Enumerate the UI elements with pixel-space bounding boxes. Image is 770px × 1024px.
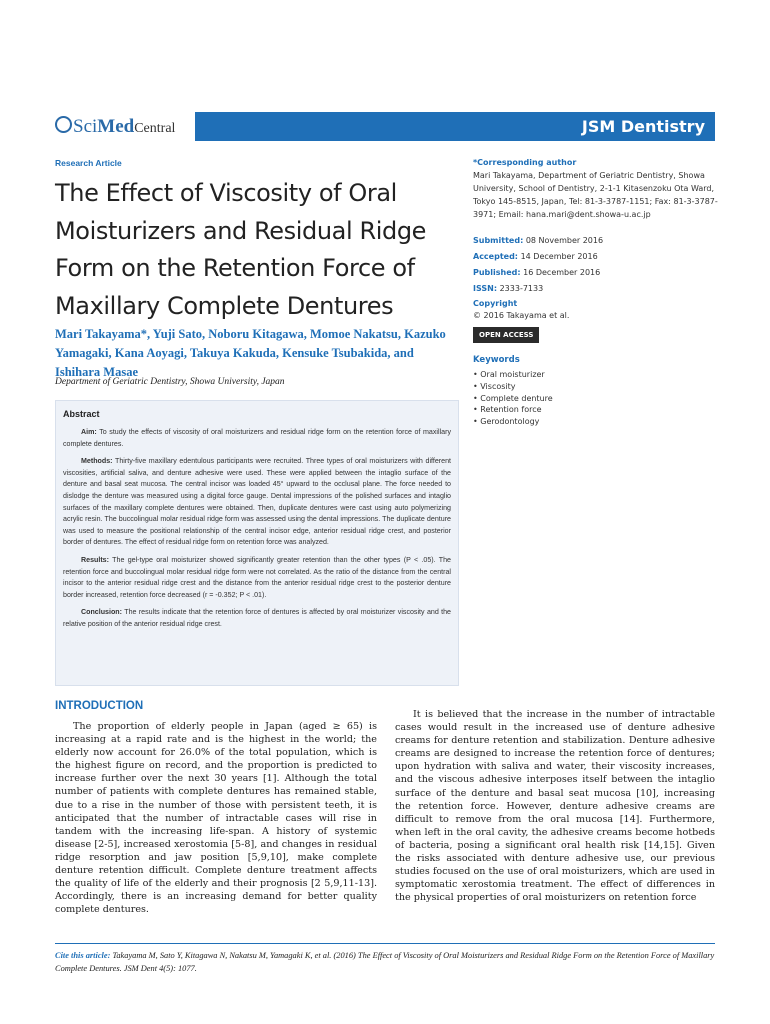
journal-banner [195, 112, 715, 141]
abstract-title: Abstract [63, 409, 100, 419]
published-date: Published: 16 December 2016 [473, 268, 601, 277]
introduction-column-2: It is believed that the increase in the number of intractable cases would result in the increased use of denture adhesive creams for denture retention and stabilization. Denture adhesive creams are designed to increase the retention force of dentures; upon hydration with saliva and water, their viscosity increases, and the viscous adhesive interposes itself between the intaglio surface of the denture and basal seat mucosa [10], increasing the retention force. However, denture adhesive creams are difficult to remove from the oral mucosa [14]. Furthermore, when left in the oral cavity, the adhesive creams become hotbeds of bacteria, posing a significant oral health risk [14,15]. Given the risks associated with denture adhesive use, our previous studies focused on the use of oral moisturizers, which are used in symptomatic xerostomia treatment. The effect of differences in the physical properties of oral moisturizers on retention force [395, 709, 715, 904]
keyword-item: • Retention force [473, 405, 542, 415]
issn: ISSN: 2333-7133 [473, 284, 544, 293]
article-dates [473, 233, 723, 297]
corresponding-author-label: *Corresponding author [473, 158, 577, 167]
abstract-aim: Aim: To study the effects of viscosity of oral moisturizers and residual ridge form on the retention force of maxillary complete dentures. [63, 428, 451, 448]
abstract-conclusion: Conclusion: The results indicate that the retention force of dentures is affected by oral moisturizer viscosity and the relative position of the anterior residual ridge crest. [63, 608, 452, 628]
journal-name: JSM Dentistry [581, 117, 705, 136]
logo-central: Central [134, 121, 176, 136]
keywords-label: Keywords [473, 355, 520, 365]
article-title: The Effect of Viscosity of Oral Moisturizers and Residual Ridge Form on the Retention Force of Maxillary Complete Dentures [55, 179, 427, 320]
copyright-label: Copyright [473, 299, 518, 308]
citation-label: Cite this article: [55, 951, 111, 960]
keyword-item: • Complete denture [473, 393, 553, 403]
abstract-results: Results: The gel-type oral moisturizer showed significantly greater retention than the other types (P < .05). The retention force and buccolingual molar residual ridge form were not correlated. As the ratio of the distance from the central incisor to the anterior residual ridge crest and the distance from the anterior residual ridge crest to the posterior denture border increased, retention force decreased (r = -0.352; P < .01). [63, 555, 451, 599]
footer-divider [55, 943, 715, 944]
copyright-block [473, 298, 723, 322]
abstract-box [55, 400, 459, 686]
citation [55, 950, 720, 975]
logo-circle-icon [55, 116, 72, 133]
logo-med: Med [97, 116, 135, 137]
logo-sci: Sci [73, 116, 98, 137]
citation-text: Takayama M, Sato Y, Kitagawa N, Nakatsu M, Yamagaki K, et al. (2016) The Effect of Viscosity of Oral Moisturizers and Residual Ridge Form on the Retention Force of Maxillary Complete Dentures. JSM Dent 4(5): 1077. [55, 951, 715, 973]
corresponding-author-details: Mari Takayama, Department of Geriatric Dentistry, Showa University, School of Dentistry, 2-1-1 Kitasenzoku Ota Ward, Tokyo 145-8515, Japan, Tel: 81-3-3787-1151; Fax: 81-3-3787-3971; Email: hana.mari@dent.showa-u.ac.jp [473, 171, 718, 219]
copyright-text: © 2016 Takayama et al. [473, 311, 570, 320]
introduction-heading: INTRODUCTION [55, 700, 144, 712]
accepted-date: Accepted: 14 December 2016 [473, 252, 598, 261]
submitted-date: Submitted: 08 November 2016 [473, 236, 604, 245]
keywords-list [473, 369, 553, 428]
scimedcentral-logo [55, 116, 175, 138]
open-access-badge: OPEN ACCESS [473, 327, 539, 343]
article-type: Research Article [55, 158, 122, 168]
keyword-item: • Viscosity [473, 381, 516, 391]
authors: Mari Takayama*, Yuji Sato, Noboru Kitagawa, Momoe Nakatsu, Kazuko Yamagaki, Kana Aoyagi, Takuya Kakuda, Kensuke Tsubakida, and Ishihara Masae [55, 327, 446, 379]
abstract-methods: Methods: Thirty-five maxillary edentulous participants were recruited. Three types of oral moisturizers with different viscosities, artificial saliva, and denture adhesive were used. These were applied between the intaglio surface of the denture and basal seat mucosa. The central incisor was loaded 45° upward to the occlusal plane. The force needed to dislodge the denture was measured using a digital force gauge. Dental impressions of the polished surfaces and intaglio surfaces of the maxillary complete dentures were obtained. Then, duplicate dentures were cast using auto polymerizing acrylic resin. The buccolingual molar residual ridge form was assessed using the dental impressions. The duplicate denture was used to measure the positional relationship of the central incisor edge, anterior residual ridge crest, and posterior border of dentures. The effect of residual ridge form on retention force was analyzed. [63, 457, 452, 547]
keyword-item: • Gerodontology [473, 417, 540, 427]
affiliation: Department of Geriatric Dentistry, Showa University, Japan [55, 377, 285, 387]
introduction-column-1: The proportion of elderly people in Japan (aged ≥ 65) is increasing at a rapid rate and is the highest in the world; the elderly now account for 26.0% of the total population, which is the highest figure on record, and the proportion is predicted to increase further over the next 30 years [1]. Although the total number of patients with complete dentures has remained stable, due to a rise in the number of those with persistent teeth, it is anticipated that the number of intractable cases will rise in tandem with the increasing life-span. A history of systemic disease [2-5], increased xerostomia [5-8], and changes in residual ridge resorption and jaw position [5,9,10], make complete denture retention difficult. Complete denture treatment affects the quality of life of the elderly and their prognosis [2 5,9,11-13]. Accordingly, there is an increasing demand for better quality complete dentures. [55, 721, 377, 916]
keyword-item: • Oral moisturizer [473, 370, 545, 379]
